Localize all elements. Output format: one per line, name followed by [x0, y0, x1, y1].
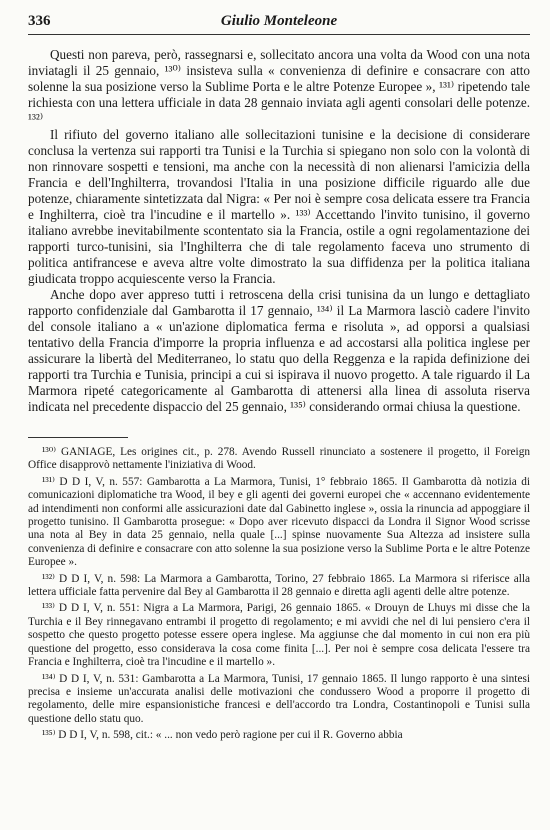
paragraph: Anche dopo aver appreso tutti i retroscena della crisi tunisina da un lungo e dettagliato rapporto confidenziale dal Gambarotta il 17 gennaio, ¹³⁴⁾ il La Marmora lasciò cadere l'invito del console italiano a « un'azione diplomatica ferma e risoluta », ad opporsi a qualsiasi tentativo della Francia d'imporre la propria influenza e ad accostarsi alla politica inglese per assicurare la libertà del Mediterraneo, lo statu quo della Reggenza e la rapida definizione dei rapporti tra Turchia e Tunisia, principi a cui si ispirava il nuovo progetto. A tale riguardo il La Marmora ripeté categoricamente al Gambarotta di attenersi alla linea di assoluta riserva indicata nel precedente dispaccio del 25 gennaio, ¹³⁵⁾ considerando ormai chiusa la questione.: [28, 287, 530, 414]
footnote: ¹³¹⁾ D D I, V, n. 557: Gambarotta a La Marmora, Tunisi, 1° febbraio 1865. Il Gambarotta dà notizia di comunicazioni diplomatiche tra Wood, il bey e gli agenti dei governi europei che « accennano evidentemente ad intendimenti non conformi alle assicurazioni date dal Gabinetto inglese », ossia la rinuncia ad appoggiare il progetto tunisino. Il Gambarotta prosegue: « Dopo aver ricevuto dispacci da Londra il Signor Wood scrisse una nota al Bey in data 25 gennaio, nella quale [...] spinse nuovamente Sua Altezza ad insistere sulla convenienza di definire e consacrare con atto solenne la sua posizione verso la Sublime Porta e le altre Potenze Europee ».: [28, 475, 530, 569]
running-title: Giulio Monteleone: [220, 13, 338, 29]
running-head: [28, 12, 530, 35]
footnote: ¹³²⁾ D D I, V, n. 598: La Marmora a Gambarotta, Torino, 27 febbraio 1865. La Marmora si riferisce alla lettera ufficiale fatta pervenire dal Bey al Gambarotta il 28 gennaio e diretta agli agenti delle altre potenze.: [28, 572, 530, 599]
footnote: ¹³⁵⁾ D D I, V, n. 598, cit.: « ... non vedo però ragione per cui il R. Governo abbia: [42, 729, 403, 742]
body-text: [28, 47, 530, 415]
page-number: 336: [28, 13, 51, 29]
footnote: ¹³³⁾ D D I, V, n. 551: Nigra a La Marmora, Parigi, 26 gennaio 1865. « Drouyn de Lhuys mi disse che la Turchia e il Bey rinnegavano entrambi il progetto di regolamento; e mi avvidi che nel di lui pensiero c'era il sospetto che questo progetto potesse essere opera inglese. Ma aggiunse che dal momento in cui non era più questione del progetto, esso considerava la cosa come finita [...]. Per noi è sempre cosa delicata l'essere tra Francia e Inghilterra, cioè tra l'incudine e il martello ».: [28, 602, 530, 669]
footnotes: [28, 446, 530, 743]
footnote: ¹³⁰⁾ GANIAGE, Les origines cit., p. 278. Avendo Russell rinunciato a sostenere il progetto, il Foreign Office disapprovò nettamente l'iniziativa di Wood.: [28, 446, 530, 472]
paragraph: Il rifiuto del governo italiano alle sollecitazioni tunisine e la decisione di considerare conclusa la vertenza sui rapporti tra Tunisi e la Turchia si spiegano non solo con la volontà di non rinnovare sospetti e tensioni, ma anche con la necessità di non alienarsi l'amicizia della Francia e dell'Inghilterra, trovandosi l'Italia in una posizione difficile riguardo alle due potenze, chiaramente sintetizzata dal Nigra: « Per noi è sempre cosa delicata essere tra Francia e Inghilterra, cioè tra l'incudine e il martello ». ¹³³⁾ Accettando l'invito tunisino, il governo italiano avrebbe inevitabilmente scontentato sia la Francia, ostile a ogni regolamentazione dei rapporti turco-tunisini, sia l'Inghilterra che di tale regolamento faceva uno strumento di politica antifrancese e aveva altre volte dimostrato la sua diffidenza per la politica italiana giudicata troppo acquiescente verso la Francia.: [28, 127, 530, 286]
footnote: ¹³⁴⁾ D D I, V, n. 531: Gambarotta a La Marmora, Tunisi, 17 gennaio 1865. Il lungo rapporto è una sintesi precisa e insieme un'accurata analisi delle motivazioni che condussero Wood a proporre il progetto di regolamento, delle mire espansionistiche francesi e dell'accordo tra Londra, Costantinopoli e Tunisi sulla questione dello statu quo.: [28, 672, 530, 725]
footnote-separator: [28, 437, 128, 438]
paragraph: Questi non pareva, però, rassegnarsi e, sollecitato ancora una volta da Wood con una nota inviatagli il 25 gennaio, ¹³⁰⁾ insisteva sulla « convenienza di definire e consacrare con atto solenne la sua posizione verso la Sublime Porta e le altre Potenze Europee », ¹³¹⁾ ripetendo tale richiesta con una lettera ufficiale in data 28 gennaio inviata agli agenti consolari delle potenze. ¹³²⁾: [28, 47, 530, 126]
